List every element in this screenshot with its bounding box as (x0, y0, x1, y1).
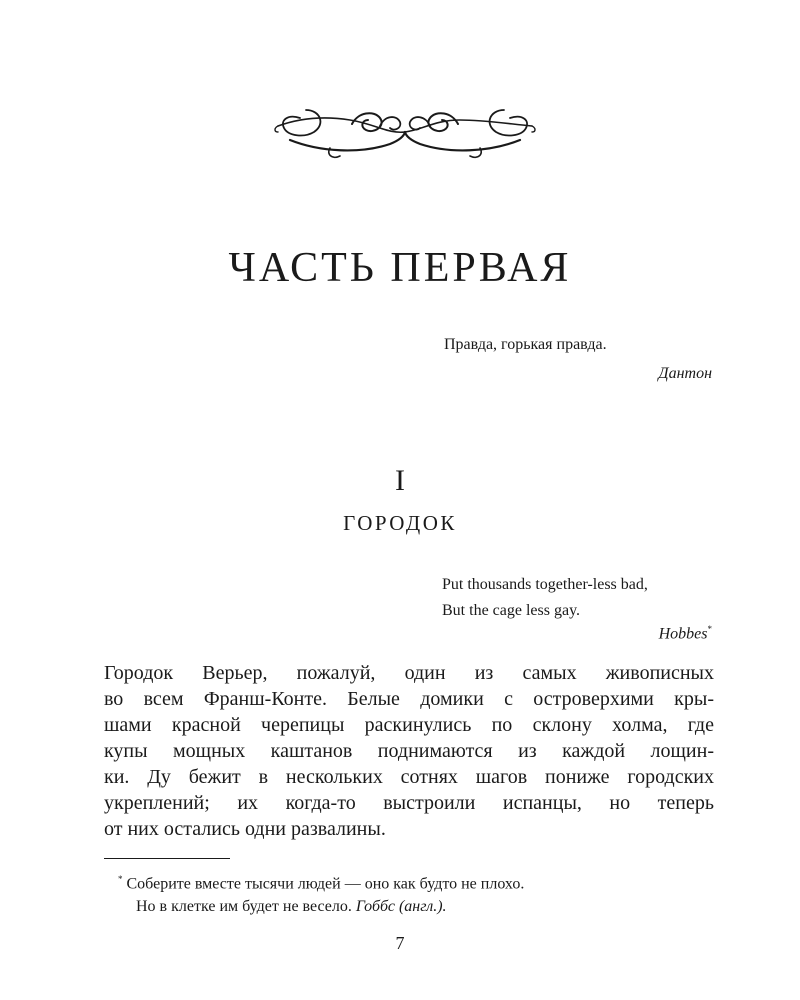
chapter-epigraph-line: But the cage less gay. (442, 602, 581, 619)
chapter-epigraph-author-name: Hobbes (658, 625, 708, 643)
footnote-text: Но в клетке им будет не весело. (136, 898, 352, 916)
body-line: от них остались одни развалины. (104, 818, 386, 840)
footnote-line (118, 868, 716, 895)
footnote (118, 868, 716, 918)
body-line: купы мощных каштанов поднимаются из каждой лощин- (104, 740, 714, 762)
chapter-epigraph (442, 572, 648, 624)
decorative-flourish-ornament (270, 96, 540, 162)
body-line: шами красной черепицы раскинулись по склону холма, где (104, 714, 714, 736)
footnote-line (118, 895, 716, 918)
chapter-epigraph-author (659, 624, 712, 644)
body-line: ки. Ду бежит в нескольких сотнях шагов пониже городских (104, 766, 714, 788)
part-title: ЧАСТЬ ПЕРВАЯ (228, 245, 572, 291)
chapter-number: I (395, 464, 405, 497)
chapter-epigraph-line: Put thousands together-less bad, (442, 576, 648, 593)
body-line: Городок Верьер, пожалуй, один из самых живописных (104, 662, 714, 684)
part-epigraph-text: Правда, горькая правда. (444, 336, 607, 353)
chapter-title: ГОРОДОК (343, 511, 457, 535)
footnote-divider (104, 858, 230, 859)
footnote-attribution: Гоббс (англ.). (355, 898, 447, 916)
footnote-text: Соберите вместе тысячи людей — оно как будто не плохо. (126, 875, 525, 893)
body-line: укреплений; их когда-то выстроили испанцы, но теперь (104, 792, 714, 814)
body-line: во всем Франш-Конте. Белые домики с островерхими кры- (104, 688, 714, 710)
footnote-reference-mark: * (707, 624, 712, 634)
page-number: 7 (395, 933, 405, 953)
part-epigraph-author: Дантон (658, 365, 712, 382)
footnote-mark: * (118, 874, 123, 884)
body-paragraph (104, 660, 714, 842)
